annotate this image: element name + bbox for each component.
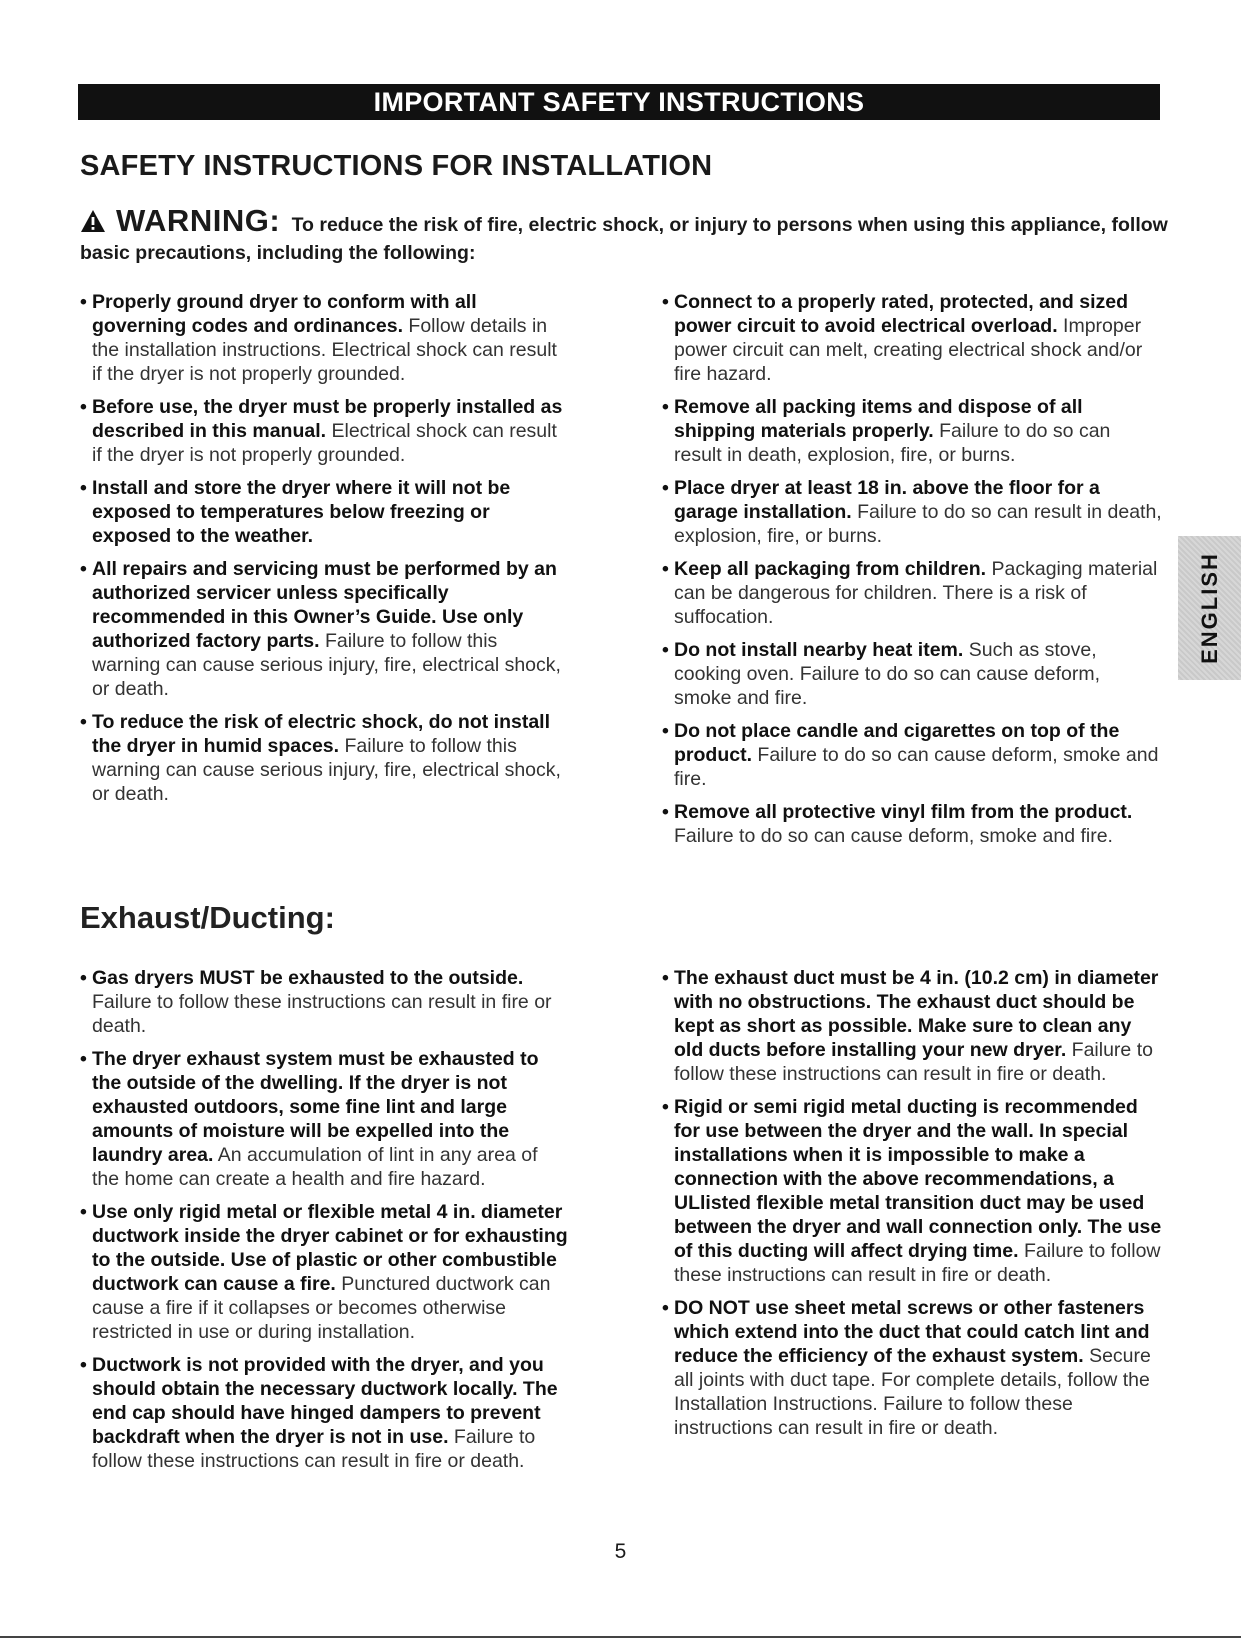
- list-item-bold-text: Ductwork is not provided with the dryer, and you should obtain the necessary ductwork locally. The end cap should have hinged dampers to prevent backdraft when the dryer is not in use.: [92, 1354, 558, 1448]
- page-bottom-rule: [0, 1636, 1241, 1638]
- list-item: [80, 710, 570, 806]
- list-item-bold-text: Install and store the dryer where it will not be exposed to temperatures below freezing or exposed to the weather.: [92, 477, 511, 547]
- page-title: SAFETY INSTRUCTIONS FOR INSTALLATION: [80, 150, 713, 182]
- list-item-bold-text: Before use, the dryer must be properly installed as described in this manual.: [92, 396, 563, 442]
- list-item: [80, 557, 570, 701]
- list-item-text: Failure to do so can cause deform, smoke and fire.: [674, 825, 1113, 847]
- list-item: [80, 1353, 570, 1473]
- list-item: [662, 557, 1162, 629]
- list-item-text: Follow details in the installation instructions. Electrical shock can result if the dryer is not properly grounded.: [92, 315, 557, 385]
- language-tab-label: ENGLISH: [1196, 552, 1222, 664]
- installation-right-list: [662, 290, 1162, 848]
- list-item-text: Failure to do so can cause deform, smoke and fire.: [674, 744, 1159, 790]
- list-item-bold-text: The exhaust duct must be 4 in. (10.2 cm) in diameter with no obstructions. The exhaust duct should be kept as short as possible. Make sure to clean any old ducts before installing your new dryer.: [674, 967, 1159, 1061]
- list-item: [662, 966, 1162, 1086]
- list-item-text: An accumulation of lint in any area of the home can create a health and fire hazard.: [92, 1144, 538, 1190]
- list-item-bold-text: Remove all packing items and dispose of all shipping materials properly.: [674, 396, 1083, 442]
- list-item-bold-text: Do not install nearby heat item.: [674, 639, 964, 661]
- list-item-bold-text: Connect to a properly rated, protected, and sized power circuit to avoid electrical overload.: [674, 291, 1128, 337]
- list-item-text: Failure to do so can result in death, explosion, fire, or burns.: [674, 501, 1162, 547]
- list-item: [662, 1095, 1162, 1287]
- warning-statement: [80, 203, 1170, 266]
- list-item: [80, 966, 570, 1038]
- list-item-text: Failure to follow these instructions can result in fire or death.: [92, 1426, 536, 1472]
- list-item-text: Punctured ductwork can cause a fire if it collapses or becomes otherwise restricted in use or during installation.: [92, 1273, 551, 1343]
- list-item: [662, 638, 1162, 710]
- exhaust-left-column: [80, 966, 570, 1482]
- list-item-bold-text: Keep all packaging from children.: [674, 558, 987, 580]
- exhaust-left-list: [80, 966, 570, 1473]
- list-item: [80, 395, 570, 467]
- list-item-text: Failure to follow this warning can cause serious injury, fire, electrical shock, or death.: [92, 735, 561, 805]
- section-banner: IMPORTANT SAFETY INSTRUCTIONS: [78, 84, 1160, 120]
- list-item: [80, 290, 570, 386]
- list-item-text: Such as stove, cooking oven. Failure to do so can cause deform, smoke and fire.: [674, 639, 1100, 709]
- list-item: [662, 800, 1162, 848]
- list-item-bold-text: DO NOT use sheet metal screws or other fasteners which extend into the duct that could catch lint and reduce the efficiency of the exhaust system.: [674, 1297, 1150, 1367]
- list-item-text: Failure to follow these instructions can result in fire or death.: [674, 1039, 1153, 1085]
- list-item-text: Improper power circuit can melt, creating electrical shock and/or fire hazard.: [674, 315, 1143, 385]
- list-item-bold-text: Gas dryers MUST be exhausted to the outside.: [92, 967, 524, 989]
- exhaust-right-list: [662, 966, 1162, 1440]
- list-item-text: Failure to do so can result in death, explosion, fire, or burns.: [674, 420, 1111, 466]
- list-item: [662, 719, 1162, 791]
- list-item-bold-text: Properly ground dryer to conform with all governing codes and ordinances.: [92, 291, 477, 337]
- installation-left-list: [80, 290, 570, 806]
- list-item-text: Failure to follow these instructions can result in fire or death.: [674, 1240, 1161, 1286]
- language-side-tab: [1178, 536, 1241, 680]
- installation-left-column: [80, 290, 570, 815]
- list-item-text: Failure to follow this warning can cause serious injury, fire, electrical shock, or death.: [92, 630, 561, 700]
- list-item: [662, 395, 1162, 467]
- warning-word: WARNING:: [116, 203, 281, 238]
- list-item-bold-text: Rigid or semi rigid metal ducting is recommended for use between the dryer and the wall. In special installations when it is impossible to make a connection with the above recommendations, a ULlisted flexible metal transition duct may be used between the dryer and wall connection only. The use of this ducting will affect drying time.: [674, 1096, 1162, 1262]
- exhaust-section-title: Exhaust/Ducting:: [80, 900, 335, 935]
- list-item-text: Secure all joints with duct tape. For complete details, follow the Installation Instructions. Failure to follow these instructions can result in fire or death.: [674, 1345, 1151, 1439]
- list-item-bold-text: Remove all protective vinyl film from the product.: [674, 801, 1133, 823]
- page-number: 5: [614, 1540, 627, 1563]
- list-item-bold-text: Use only rigid metal or flexible metal 4 in. diameter ductwork inside the dryer cabinet or for exhausting to the outside. Use of plastic or other combustible ductwork can cause a fire.: [92, 1201, 568, 1295]
- list-item-bold-text: All repairs and servicing must be performed by an authorized servicer unless specifically recommended in this Owner’s Guide. Use only authorized factory parts.: [92, 558, 557, 652]
- warning-text: To reduce the risk of fire, electric shock, or injury to persons when using this appliance, follow basic precautions, including the following:: [80, 214, 1168, 264]
- list-item-bold-text: To reduce the risk of electric shock, do not install the dryer in humid spaces.: [92, 711, 550, 757]
- list-item: [662, 1296, 1162, 1440]
- list-item-bold-text: Do not place candle and cigarettes on top of the product.: [674, 720, 1120, 766]
- warning-triangle-icon: [80, 209, 106, 240]
- list-item-text: Failure to follow these instructions can result in fire or death.: [92, 991, 552, 1037]
- list-item: [80, 1047, 570, 1191]
- list-item-text: Electrical shock can result if the dryer is not properly grounded.: [92, 420, 557, 466]
- list-item-bold-text: The dryer exhaust system must be exhausted to the outside of the dwelling. If the dryer is not exhausted outdoors, some fine lint and large amounts of moisture will be expelled into the laundry area.: [92, 1048, 539, 1166]
- list-item-bold-text: Place dryer at least 18 in. above the floor for a garage installation.: [674, 477, 1100, 523]
- list-item: [662, 476, 1162, 548]
- list-item: [80, 476, 570, 548]
- list-item: [662, 290, 1162, 386]
- exhaust-right-column: [662, 966, 1162, 1449]
- installation-right-column: [662, 290, 1162, 857]
- list-item: [80, 1200, 570, 1344]
- list-item-text: Packaging material can be dangerous for children. There is a risk of suffocation.: [674, 558, 1158, 628]
